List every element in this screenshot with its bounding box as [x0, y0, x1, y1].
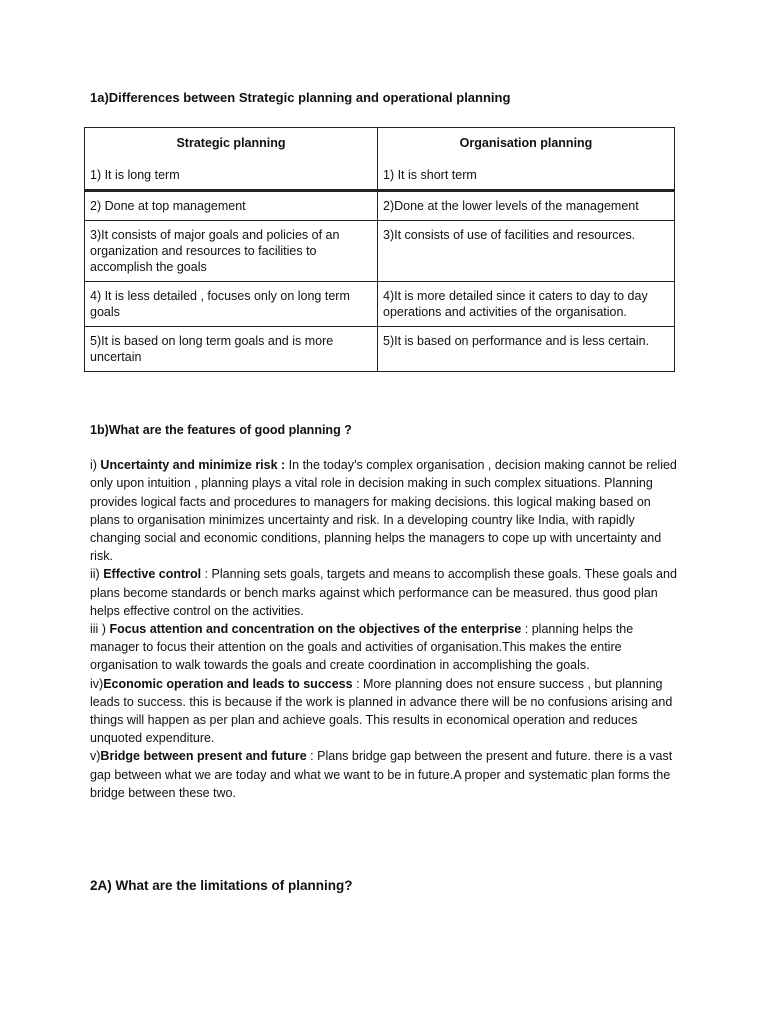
point-title: Economic operation and leads to success [103, 676, 353, 691]
feature-point [90, 620, 684, 675]
point-prefix: i) [90, 458, 101, 473]
table-cell: 3)It consists of major goals and policies of an organization and resources to facilities to accomplish the goals [85, 221, 378, 282]
column-header-strategic: Strategic planning [176, 136, 286, 150]
section-1b-heading: 1b)What are the features of good planning ? [90, 423, 352, 437]
column-header-organisation: Organisation planning [459, 136, 593, 150]
table-cell: 5)It is based on performance and is less certain. [378, 327, 675, 372]
point-text: : planning helps the manager to focus their attention on the goals and activities of organisation.This makes the entire organisation to walk towards the goals and create coordination in accomplishing the goals. [90, 622, 634, 673]
feature-point [90, 456, 684, 565]
table-cell: 4)It is more detailed since it caters to day to day operations and activities of the organisation. [378, 282, 675, 327]
table-header-cell-strategic [85, 128, 378, 191]
point-prefix: iii ) [90, 622, 110, 637]
point-text: : Plans bridge gap between the present and future. there is a vast gap between what we are today and what we want to be in future.A proper and systematic plan forms the bridge between these two. [90, 749, 673, 800]
table-row [85, 282, 675, 327]
point-prefix: v) [90, 749, 101, 764]
table-header-row [85, 128, 675, 191]
table-cell: 4) It is less detailed , focuses only on long term goals [85, 282, 378, 327]
table-cell: 5)It is based on long term goals and is more uncertain [85, 327, 378, 372]
table-cell: 1) It is short term [383, 168, 477, 182]
point-prefix: iv) [90, 676, 104, 691]
feature-point [90, 675, 684, 748]
table-cell: 3)It consists of use of facilities and resources. [378, 221, 675, 282]
point-text: : More planning does not ensure success , but planning leads to success. this is because if the work is planned in advance there will be no confusions arising and things will happen as per plan and achieve goals. This results in economical operation and reduces unquoted expenditure. [90, 676, 673, 746]
point-text: : Planning sets goals, targets and means to accomplish these goals. These goals and plans become standards or bench marks against which performance can be measured. thus good plan helps effective control on the activities. [90, 567, 677, 618]
comparison-table [84, 127, 675, 372]
table-cell: 2) Done at top management [85, 191, 378, 221]
feature-point [90, 565, 684, 620]
section-2a-heading: 2A) What are the limitations of planning? [90, 878, 353, 893]
point-title: Bridge between present and future [100, 749, 307, 764]
table-cell: 2)Done at the lower levels of the management [378, 191, 675, 221]
point-text: In the today’s complex organisation , decision making cannot be relied only upon intuition , planning plays a vital role in decision making in such complex situations. Planning provides logical facts and procedures to managers for making decisions. this logical making based on plans to organisation minimizes uncertainty and risk. In a developing country like India, with rapidly changing social and economic conditions, planning helps the managers to cope up with uncertainty and risk. [90, 458, 677, 564]
table-row [85, 327, 675, 372]
table-row [85, 191, 675, 221]
point-title: Effective control [103, 567, 202, 582]
table-cell: 1) It is long term [90, 168, 180, 182]
table-header-cell-organisation [378, 128, 675, 191]
section-1b [90, 421, 684, 802]
point-title: Uncertainty and minimize risk : [100, 458, 286, 473]
point-title: Focus attention and concentration on the objectives of the enterprise [109, 622, 522, 637]
point-prefix: ii) [90, 567, 104, 582]
feature-point [90, 747, 684, 802]
table-row [85, 221, 675, 282]
section-1a-heading: 1a)Differences between Strategic planning and operational planning [90, 90, 511, 105]
